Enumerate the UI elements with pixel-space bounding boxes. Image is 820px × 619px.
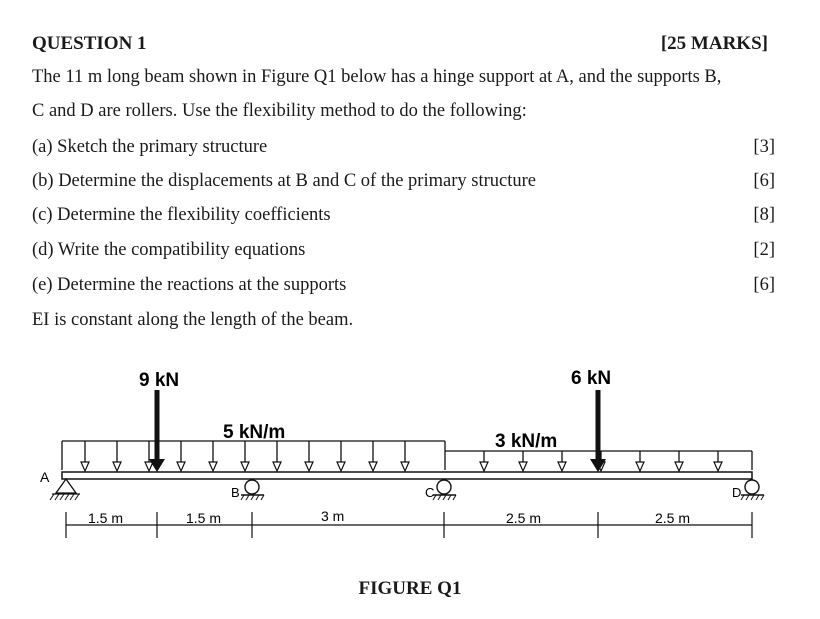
part-a-text: (a) Sketch the primary structure <box>32 137 268 157</box>
dimension-label-2: 1.5 m <box>186 510 222 526</box>
intro-line-2: C and D are rollers. Use the flexibility method to do the following: <box>32 101 527 121</box>
udl-arrow <box>273 441 281 471</box>
udl-arrow <box>558 451 566 471</box>
udl-arrow <box>305 441 313 471</box>
point-load-9kn-arrow <box>149 390 165 472</box>
udl-arrow <box>209 441 217 471</box>
udl-arrow <box>337 441 345 471</box>
point-load-9kn-label: 9 kN <box>139 370 180 391</box>
udl-arrow <box>480 451 488 471</box>
udl-arrow <box>369 441 377 471</box>
dimension-line <box>66 512 752 538</box>
part-c-mark: [8] <box>753 205 775 225</box>
support-a-pin <box>50 479 80 500</box>
udl-arrows <box>81 441 722 471</box>
udl-arrow <box>519 451 527 471</box>
total-marks: [25 MARKS] <box>660 33 768 54</box>
udl-3kn-label: 3 kN/m <box>495 431 558 452</box>
part-a-mark: [3] <box>753 137 775 157</box>
figure-caption: FIGURE Q1 <box>358 578 462 599</box>
dimension-label-3: 3 m <box>321 508 345 524</box>
part-e-mark: [6] <box>753 275 775 295</box>
support-c-label: C <box>425 485 435 500</box>
support-b-label: B <box>231 485 240 500</box>
support-a-label: A <box>40 469 50 485</box>
part-c-text: (c) Determine the flexibility coefficients <box>32 205 331 225</box>
udl-5kn-label: 5 kN/m <box>223 422 286 443</box>
question-title: QUESTION 1 <box>32 33 147 54</box>
part-d-text: (d) Write the compatibility equations <box>32 240 306 260</box>
dimension-label-5: 2.5 m <box>655 510 691 526</box>
closing-statement: EI is constant along the length of the beam. <box>32 310 354 330</box>
support-c-roller <box>433 480 456 500</box>
dimension-label-1: 1.5 m <box>88 510 124 526</box>
part-b-text: (b) Determine the displacements at B and C of the primary structure <box>32 171 536 191</box>
part-d-mark: [2] <box>753 240 775 260</box>
udl-arrow <box>241 441 249 471</box>
point-load-6kn-arrow <box>590 390 606 472</box>
part-b-mark: [6] <box>753 171 775 191</box>
support-b-roller <box>241 480 264 500</box>
udl-arrow <box>113 441 121 471</box>
dimension-label-4: 2.5 m <box>506 510 542 526</box>
part-e-text: (e) Determine the reactions at the supports <box>32 275 347 295</box>
beam-figure <box>0 360 820 560</box>
support-d-roller <box>741 480 764 500</box>
udl-arrow <box>675 451 683 471</box>
udl-arrow <box>636 451 644 471</box>
udl-arrow <box>177 441 185 471</box>
udl-arrow <box>714 451 722 471</box>
point-load-6kn-label: 6 kN <box>571 368 612 389</box>
udl-arrow <box>81 441 89 471</box>
intro-line-1: The 11 m long beam shown in Figure Q1 below has a hinge support at A, and the supports B, <box>32 67 722 87</box>
udl-arrow <box>145 441 153 471</box>
beam <box>62 472 752 479</box>
udl-arrow <box>401 441 409 471</box>
support-d-label: D <box>732 485 742 500</box>
